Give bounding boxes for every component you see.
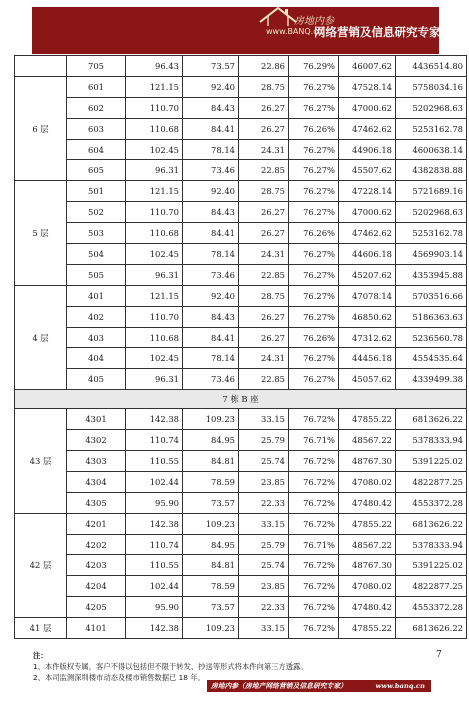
table-row <box>15 555 467 576</box>
value-cell: 102.45 <box>126 139 183 160</box>
value-cell: 44456.18 <box>339 348 396 369</box>
room-number-cell: 4303 <box>67 451 126 472</box>
value-cell: 25.79 <box>239 430 289 451</box>
value-cell: 96.31 <box>126 369 183 390</box>
room-number-cell: 405 <box>67 369 126 390</box>
value-cell: 84.43 <box>183 306 239 327</box>
value-cell: 73.57 <box>183 492 239 513</box>
value-cell: 76.26% <box>289 118 339 139</box>
value-cell: 110.74 <box>126 430 183 451</box>
value-cell: 95.90 <box>126 492 183 513</box>
value-cell: 5236560.78 <box>396 327 467 348</box>
table-row <box>15 285 467 306</box>
table-row <box>15 181 467 202</box>
floor-cell: 43 层 <box>15 409 67 513</box>
value-cell: 142.38 <box>126 409 183 430</box>
table-row <box>15 327 467 348</box>
value-cell: 48567.22 <box>339 430 396 451</box>
table-row <box>15 576 467 597</box>
value-cell: 26.27 <box>239 306 289 327</box>
value-cell: 76.27% <box>289 264 339 285</box>
table-row <box>15 430 467 451</box>
value-cell: 47080.02 <box>339 471 396 492</box>
room-number-cell: 4305 <box>67 492 126 513</box>
value-cell: 76.27% <box>289 76 339 97</box>
value-cell: 121.15 <box>126 285 183 306</box>
value-cell: 5202968.63 <box>396 97 467 118</box>
table-row <box>15 409 467 430</box>
value-cell: 6813626.22 <box>396 513 467 534</box>
table-row <box>15 76 467 97</box>
room-number-cell: 4301 <box>67 409 126 430</box>
value-cell: 47080.02 <box>339 576 396 597</box>
value-cell: 4600638.14 <box>396 139 467 160</box>
value-cell: 96.31 <box>126 264 183 285</box>
value-cell: 102.45 <box>126 244 183 265</box>
value-cell: 4353945.88 <box>396 264 467 285</box>
value-cell: 4569903.14 <box>396 244 467 265</box>
value-cell: 22.85 <box>239 264 289 285</box>
value-cell: 4436514.80 <box>396 56 467 77</box>
table-row <box>15 534 467 555</box>
value-cell: 5186363.63 <box>396 306 467 327</box>
value-cell: 76.72% <box>289 409 339 430</box>
room-number-cell: 403 <box>67 327 126 348</box>
room-number-cell: 503 <box>67 223 126 244</box>
value-cell: 76.27% <box>289 285 339 306</box>
room-number-cell: 605 <box>67 160 126 181</box>
header-title: 网络营销及信息研究专家 <box>314 25 441 39</box>
value-cell: 47462.62 <box>339 223 396 244</box>
value-cell: 110.68 <box>126 223 183 244</box>
value-cell: 76.72% <box>289 597 339 618</box>
value-cell: 28.75 <box>239 285 289 306</box>
value-cell: 109.23 <box>183 618 239 639</box>
room-number-cell: 4202 <box>67 534 126 555</box>
value-cell: 5703516.66 <box>396 285 467 306</box>
table-row <box>15 118 467 139</box>
value-cell: 92.40 <box>183 285 239 306</box>
value-cell: 33.15 <box>239 409 289 430</box>
room-number-cell: 604 <box>67 139 126 160</box>
value-cell: 4554535.64 <box>396 348 467 369</box>
value-cell: 76.27% <box>289 160 339 181</box>
value-cell: 6813626.22 <box>396 618 467 639</box>
value-cell: 76.27% <box>289 244 339 265</box>
value-cell: 142.38 <box>126 513 183 534</box>
page-number: 7 <box>436 650 442 660</box>
value-cell: 33.15 <box>239 513 289 534</box>
room-number-cell: 402 <box>67 306 126 327</box>
table-row <box>15 139 467 160</box>
value-cell: 47855.22 <box>339 513 396 534</box>
value-cell: 92.40 <box>183 76 239 97</box>
value-cell: 73.57 <box>183 597 239 618</box>
value-cell: 110.74 <box>126 534 183 555</box>
value-cell: 26.27 <box>239 327 289 348</box>
value-cell: 4822877.25 <box>396 471 467 492</box>
brand-logo-text: 房地内参 <box>294 16 334 27</box>
value-cell: 76.72% <box>289 555 339 576</box>
value-cell: 84.81 <box>183 555 239 576</box>
floor-cell: 41 层 <box>15 618 67 639</box>
value-cell: 84.41 <box>183 223 239 244</box>
value-cell: 76.72% <box>289 492 339 513</box>
value-cell: 47312.62 <box>339 327 396 348</box>
price-table <box>14 55 467 639</box>
value-cell: 24.31 <box>239 139 289 160</box>
value-cell: 47480.42 <box>339 492 396 513</box>
footer-banner <box>207 680 431 692</box>
value-cell: 47855.22 <box>339 409 396 430</box>
value-cell: 47528.14 <box>339 76 396 97</box>
value-cell: 78.59 <box>183 576 239 597</box>
value-cell: 110.70 <box>126 97 183 118</box>
value-cell: 76.71% <box>289 430 339 451</box>
house-roof-icon <box>258 4 298 28</box>
table-row <box>15 369 467 390</box>
value-cell: 25.74 <box>239 555 289 576</box>
table-row <box>15 492 467 513</box>
value-cell: 76.72% <box>289 471 339 492</box>
value-cell: 47078.14 <box>339 285 396 306</box>
value-cell: 5378333.94 <box>396 534 467 555</box>
room-number-cell: 705 <box>67 56 126 77</box>
value-cell: 73.46 <box>183 264 239 285</box>
room-number-cell: 4304 <box>67 471 126 492</box>
value-cell: 92.40 <box>183 181 239 202</box>
room-number-cell: 4203 <box>67 555 126 576</box>
brand-url: www.BANQ.cn <box>266 27 323 36</box>
footer-url: www.banq.cn <box>375 682 425 690</box>
room-number-cell: 4204 <box>67 576 126 597</box>
value-cell: 22.85 <box>239 160 289 181</box>
table-row <box>15 306 467 327</box>
note-item: 2、本司监测深圳楼市动态及楼市销售数据已 18 年。 <box>33 673 205 682</box>
value-cell: 78.14 <box>183 244 239 265</box>
value-cell: 26.27 <box>239 97 289 118</box>
value-cell: 25.79 <box>239 534 289 555</box>
value-cell: 24.31 <box>239 348 289 369</box>
value-cell: 78.59 <box>183 471 239 492</box>
value-cell: 96.43 <box>126 56 183 77</box>
value-cell: 45507.62 <box>339 160 396 181</box>
value-cell: 76.72% <box>289 576 339 597</box>
room-number-cell: 4302 <box>67 430 126 451</box>
value-cell: 84.95 <box>183 430 239 451</box>
table-row <box>15 264 467 285</box>
floor-cell: 4 层 <box>15 285 67 389</box>
value-cell: 22.33 <box>239 492 289 513</box>
value-cell: 78.14 <box>183 348 239 369</box>
value-cell: 5721689.16 <box>396 181 467 202</box>
value-cell: 4339499.38 <box>396 369 467 390</box>
value-cell: 110.55 <box>126 451 183 472</box>
value-cell: 76.27% <box>289 369 339 390</box>
value-cell: 24.31 <box>239 244 289 265</box>
value-cell: 5253162.78 <box>396 118 467 139</box>
value-cell: 110.68 <box>126 327 183 348</box>
value-cell: 48767.30 <box>339 451 396 472</box>
room-number-cell: 4205 <box>67 597 126 618</box>
value-cell: 76.27% <box>289 181 339 202</box>
value-cell: 76.26% <box>289 223 339 244</box>
table-row <box>15 348 467 369</box>
value-cell: 22.33 <box>239 597 289 618</box>
notes-section <box>33 650 308 683</box>
room-number-cell: 502 <box>67 202 126 223</box>
table-row <box>15 56 467 77</box>
value-cell: 47228.14 <box>339 181 396 202</box>
value-cell: 73.46 <box>183 369 239 390</box>
value-cell: 109.23 <box>183 513 239 534</box>
value-cell: 25.74 <box>239 451 289 472</box>
value-cell: 33.15 <box>239 618 289 639</box>
room-number-cell: 601 <box>67 76 126 97</box>
value-cell: 4822877.25 <box>396 576 467 597</box>
value-cell: 73.57 <box>183 56 239 77</box>
note-item: 1、本件版权专属，客户不得以包括但不限于转发、抄送等形式将本件向第三方透露。 <box>33 662 308 671</box>
value-cell: 78.14 <box>183 139 239 160</box>
value-cell: 47000.62 <box>339 97 396 118</box>
value-cell: 121.15 <box>126 181 183 202</box>
table-row <box>15 618 467 639</box>
value-cell: 96.31 <box>126 160 183 181</box>
value-cell: 5758034.16 <box>396 76 467 97</box>
value-cell: 48767.30 <box>339 555 396 576</box>
table-row <box>15 513 467 534</box>
floor-cell: 42 层 <box>15 513 67 617</box>
value-cell: 5378333.94 <box>396 430 467 451</box>
value-cell: 6813626.22 <box>396 409 467 430</box>
footer-text: 房地内参（房地产网络营销及信息研究专家） <box>211 682 347 690</box>
value-cell: 76.71% <box>289 534 339 555</box>
value-cell: 47480.42 <box>339 597 396 618</box>
value-cell: 110.70 <box>126 306 183 327</box>
value-cell: 84.81 <box>183 451 239 472</box>
section-heading: 7 栋 B 座 <box>15 390 467 409</box>
value-cell: 84.41 <box>183 118 239 139</box>
value-cell: 84.95 <box>183 534 239 555</box>
value-cell: 22.85 <box>239 369 289 390</box>
value-cell: 26.27 <box>239 202 289 223</box>
value-cell: 46007.62 <box>339 56 396 77</box>
value-cell: 110.68 <box>126 118 183 139</box>
table-row <box>15 244 467 265</box>
value-cell: 76.72% <box>289 451 339 472</box>
value-cell: 121.15 <box>126 76 183 97</box>
value-cell: 84.43 <box>183 202 239 223</box>
value-cell: 4553372.28 <box>396 597 467 618</box>
value-cell: 26.27 <box>239 223 289 244</box>
value-cell: 47000.62 <box>339 202 396 223</box>
value-cell: 44906.18 <box>339 139 396 160</box>
value-cell: 76.27% <box>289 202 339 223</box>
value-cell: 47462.62 <box>339 118 396 139</box>
floor-cell: 5 层 <box>15 181 67 285</box>
value-cell: 102.44 <box>126 471 183 492</box>
value-cell: 5391225.02 <box>396 555 467 576</box>
value-cell: 76.72% <box>289 513 339 534</box>
value-cell: 76.72% <box>289 618 339 639</box>
value-cell: 45057.62 <box>339 369 396 390</box>
value-cell: 46850.62 <box>339 306 396 327</box>
table-row <box>15 451 467 472</box>
room-number-cell: 4201 <box>67 513 126 534</box>
room-number-cell: 602 <box>67 97 126 118</box>
room-number-cell: 505 <box>67 264 126 285</box>
value-cell: 28.75 <box>239 181 289 202</box>
value-cell: 45207.62 <box>339 264 396 285</box>
table-row <box>15 471 467 492</box>
value-cell: 26.27 <box>239 118 289 139</box>
value-cell: 4553372.28 <box>396 492 467 513</box>
table-row <box>15 97 467 118</box>
room-number-cell: 603 <box>67 118 126 139</box>
value-cell: 4382838.88 <box>396 160 467 181</box>
floor-cell: 6 层 <box>15 76 67 180</box>
table-row <box>15 160 467 181</box>
room-number-cell: 501 <box>67 181 126 202</box>
floor-cell <box>15 56 67 77</box>
value-cell: 5253162.78 <box>396 223 467 244</box>
value-cell: 110.70 <box>126 202 183 223</box>
table-row <box>15 223 467 244</box>
table-row <box>15 597 467 618</box>
value-cell: 95.90 <box>126 597 183 618</box>
value-cell: 76.27% <box>289 97 339 118</box>
notes-title: 注： <box>33 651 48 660</box>
value-cell: 73.46 <box>183 160 239 181</box>
value-cell: 76.26% <box>289 327 339 348</box>
value-cell: 76.29% <box>289 56 339 77</box>
value-cell: 5202968.63 <box>396 202 467 223</box>
value-cell: 47855.22 <box>339 618 396 639</box>
section-row <box>15 390 467 409</box>
value-cell: 84.43 <box>183 97 239 118</box>
value-cell: 142.38 <box>126 618 183 639</box>
value-cell: 102.45 <box>126 348 183 369</box>
value-cell: 23.85 <box>239 576 289 597</box>
value-cell: 44606.18 <box>339 244 396 265</box>
value-cell: 76.27% <box>289 348 339 369</box>
value-cell: 48567.22 <box>339 534 396 555</box>
value-cell: 28.75 <box>239 76 289 97</box>
value-cell: 23.85 <box>239 471 289 492</box>
room-number-cell: 401 <box>67 285 126 306</box>
table-row <box>15 202 467 223</box>
value-cell: 102.44 <box>126 576 183 597</box>
value-cell: 84.41 <box>183 327 239 348</box>
value-cell: 22.86 <box>239 56 289 77</box>
room-number-cell: 4101 <box>67 618 126 639</box>
value-cell: 76.27% <box>289 139 339 160</box>
value-cell: 5391225.02 <box>396 451 467 472</box>
room-number-cell: 404 <box>67 348 126 369</box>
room-number-cell: 504 <box>67 244 126 265</box>
value-cell: 110.55 <box>126 555 183 576</box>
value-cell: 76.27% <box>289 306 339 327</box>
value-cell: 109.23 <box>183 409 239 430</box>
